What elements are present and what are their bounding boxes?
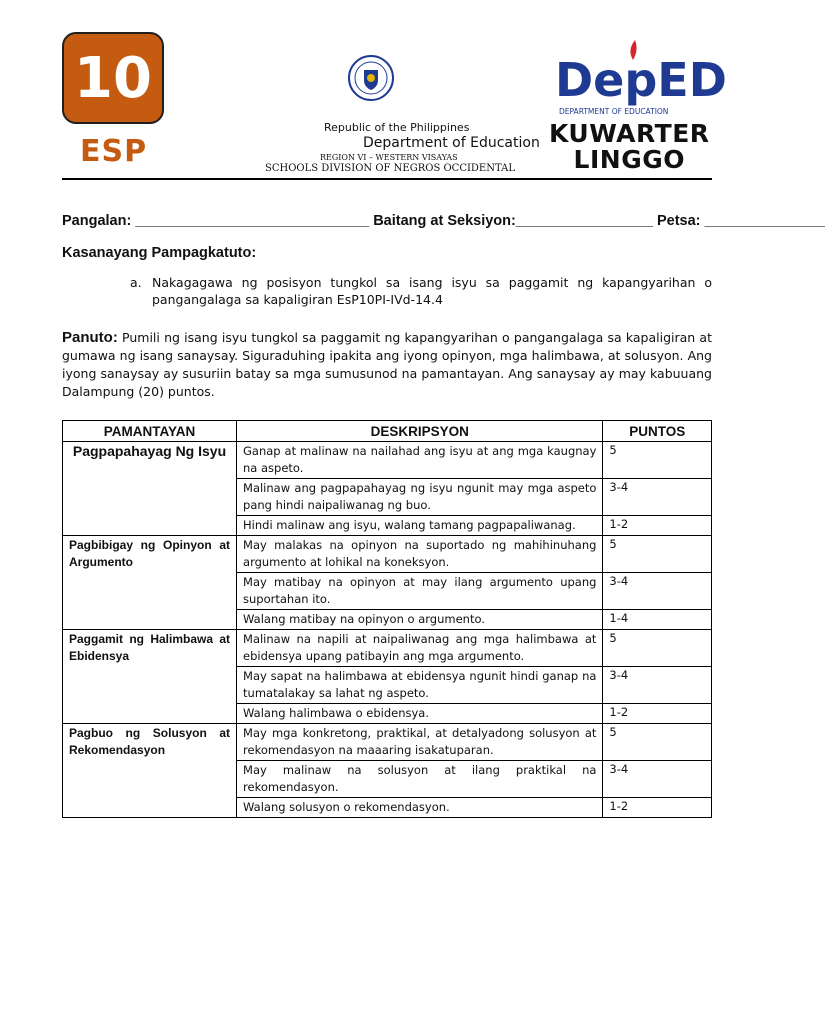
republic-text: Republic of the Philippines xyxy=(324,121,470,134)
level-description: May malinaw na solusyon at ilang praktikal na rekomendasyon. xyxy=(237,761,603,798)
header-divider xyxy=(62,178,712,180)
criterion-name: Pagpapahayag Ng Isyu xyxy=(63,442,237,536)
region-text: REGION VI – WESTERN VISAYAS xyxy=(320,153,458,162)
level-description: Ganap at malinaw na nailahad ang isyu at ang mga kaugnay na aspeto. xyxy=(237,442,603,479)
rubric-table xyxy=(62,420,712,818)
grade-badge xyxy=(62,32,164,124)
competency-item xyxy=(130,274,712,308)
level-points: 5 xyxy=(603,630,712,667)
deped-seal-icon xyxy=(347,54,395,102)
week-text: LINGGO xyxy=(573,145,685,174)
table-row xyxy=(63,536,712,573)
level-points: 5 xyxy=(603,442,712,479)
department-text: Department of Education xyxy=(363,135,540,151)
logo-subtitle: DEPARTMENT OF EDUCATION xyxy=(559,107,669,116)
division-text: SCHOOLS DIVISION OF NEGROS OCCIDENTAL xyxy=(265,163,515,174)
subject-label: ESP xyxy=(80,134,148,169)
level-points: 3-4 xyxy=(603,761,712,798)
level-description: Walang matibay na opinyon o argumento. xyxy=(237,610,603,630)
competency-letter: a. xyxy=(130,275,142,290)
level-points: 3-4 xyxy=(603,667,712,704)
instructions-label: Panuto: xyxy=(62,329,118,346)
quarter-week-label xyxy=(549,121,710,173)
level-description: May sapat na halimbawa at ebidensya ngunit hindi ganap na tumatalakay sa lahat ng aspeto. xyxy=(237,667,603,704)
level-description: May matibay na opinyon at may ilang argumento upang suportahan ito. xyxy=(237,573,603,610)
table-row xyxy=(63,724,712,761)
level-points: 5 xyxy=(603,536,712,573)
level-points: 1-2 xyxy=(603,798,712,818)
table-row xyxy=(63,442,712,479)
level-description: May malakas na opinyon na suportado ng mahihinuhang argumento at lohikal na koneksyon. xyxy=(237,536,603,573)
level-points: 3-4 xyxy=(603,573,712,610)
criterion-name: Pagbibigay ng Opinyon at Argumento xyxy=(63,536,237,630)
level-points: 1-2 xyxy=(603,516,712,536)
level-description: Walang solusyon o rekomendasyon. xyxy=(237,798,603,818)
competency-text: Nakagagawa ng posisyon tungkol sa isang isyu sa paggamit ng kapangyarihan o pangangalaga sa kapaligiran EsP10PI-IVd-14.4 xyxy=(152,275,712,307)
level-points: 1-4 xyxy=(603,610,712,630)
criterion-name: Pagbuo ng Solusyon at Rekomendasyon xyxy=(63,724,237,818)
header-description: DESKRIPSYON xyxy=(237,421,603,442)
deped-logo-icon xyxy=(555,38,727,118)
quarter-text: KUWARTER xyxy=(549,119,710,148)
level-description: May mga konkretong, praktikal, at detalyadong solusyon at rekomendasyon na maaaring isakatuparan. xyxy=(237,724,603,761)
level-description: Malinaw ang pagpapahayag ng isyu ngunit may mga aspeto pang hindi naipaliwanag ng buo. xyxy=(237,479,603,516)
level-description: Hindi malinaw ang isyu, walang tamang pagpapaliwanag. xyxy=(237,516,603,536)
student-info-fields: Pangalan: _____________________________ Baitang at Seksiyon:_________________ Petsa: _______________ xyxy=(62,213,825,229)
level-points: 5 xyxy=(603,724,712,761)
level-description: Malinaw na napili at naipaliwanag ang mga halimbawa at ebidensya upang patibayin ang mga argumento. xyxy=(237,630,603,667)
level-points: 3-4 xyxy=(603,479,712,516)
instructions xyxy=(62,329,712,401)
table-row xyxy=(63,630,712,667)
header-criteria: PAMANTAYAN xyxy=(63,421,237,442)
criterion-name: Paggamit ng Halimbawa at Ebidensya xyxy=(63,630,237,724)
rubric-header-row xyxy=(63,421,712,442)
level-description: Walang halimbawa o ebidensya. xyxy=(237,704,603,724)
logo-wordmark: DepED xyxy=(555,53,727,107)
header-points: PUNTOS xyxy=(603,421,712,442)
level-points: 1-2 xyxy=(603,704,712,724)
competency-title: Kasanayang Pampagkatuto: xyxy=(62,245,257,261)
grade-number: 10 xyxy=(74,45,152,111)
instructions-text: Pumili ng isang isyu tungkol sa paggamit ng kapangyarihan o pangangalaga sa kapaligiran at gumawa ng isang sanaysay. Siguraduhing ipakita ang iyong opinyon, mga halimbawa, at solusyon. Ang iyong sanaysay ay susuriin batay sa mga sumusunod na pamantayan. Ang sanaysay ay may kabuuang Dalampung (20) puntos. xyxy=(62,330,712,399)
